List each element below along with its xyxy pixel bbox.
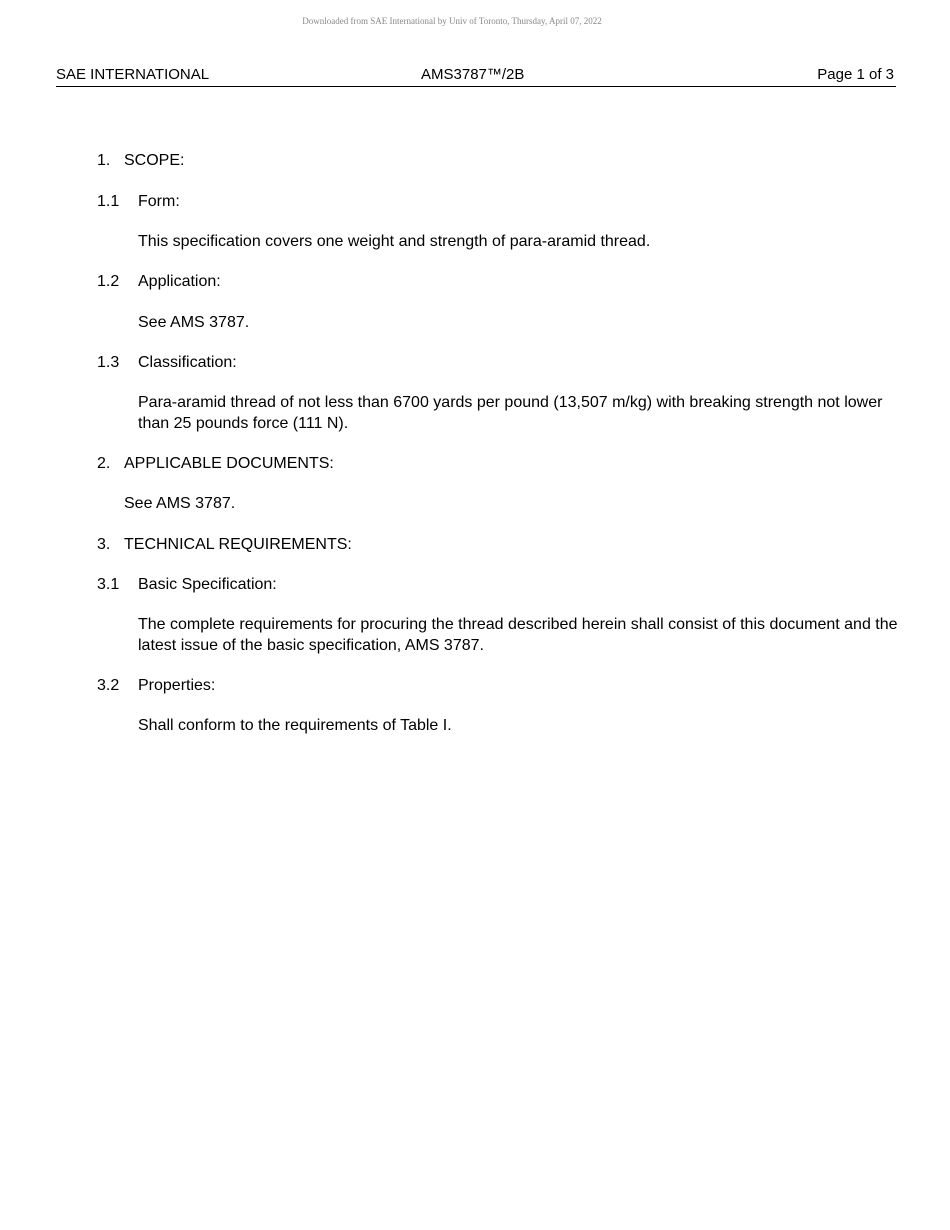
- section-title: APPLICABLE DOCUMENTS:: [124, 455, 334, 472]
- section-body: This specification covers one weight and strength of para-aramid thread.: [138, 233, 651, 250]
- section-body: Shall conform to the requirements of Table I.: [138, 717, 452, 734]
- section-title: Application:: [138, 273, 221, 290]
- section-number: 1.3: [97, 354, 120, 371]
- section-body: The complete requirements for procuring the thread described herein shall consist of this document and the latest issue of the basic specification, AMS 3787.: [138, 616, 898, 654]
- section-title: Basic Specification:: [138, 576, 277, 593]
- header-doc-id: AMS3787™/2B: [421, 66, 525, 83]
- section-title: Properties:: [138, 677, 216, 694]
- section-number: 1.2: [97, 273, 120, 290]
- section-title: SCOPE:: [124, 152, 185, 169]
- section-body: See AMS 3787.: [138, 314, 250, 331]
- header-rule: [56, 86, 896, 87]
- header-org: SAE INTERNATIONAL: [56, 66, 210, 83]
- section-number: 3.2: [97, 677, 120, 694]
- header-page: Page 1 of 3: [817, 66, 894, 83]
- section-body: See AMS 3787.: [124, 495, 236, 512]
- section-number: 3.1: [97, 576, 120, 593]
- section-title: Form:: [138, 193, 180, 210]
- section-body: Para-aramid thread of not less than 6700 yards per pound (13,507 m/kg) with breaking strength not lower than 25 pounds force (111 N).: [138, 394, 883, 432]
- section-title: TECHNICAL REQUIREMENTS:: [124, 536, 352, 553]
- section-number: 3.: [97, 536, 111, 553]
- download-notice: Downloaded from SAE International by Univ of Toronto, Thursday, April 07, 2022: [302, 16, 602, 26]
- section-number: 1.1: [97, 193, 120, 210]
- section-title: Classification:: [138, 354, 237, 371]
- section-number: 1.: [97, 152, 111, 169]
- section-number: 2.: [97, 455, 111, 472]
